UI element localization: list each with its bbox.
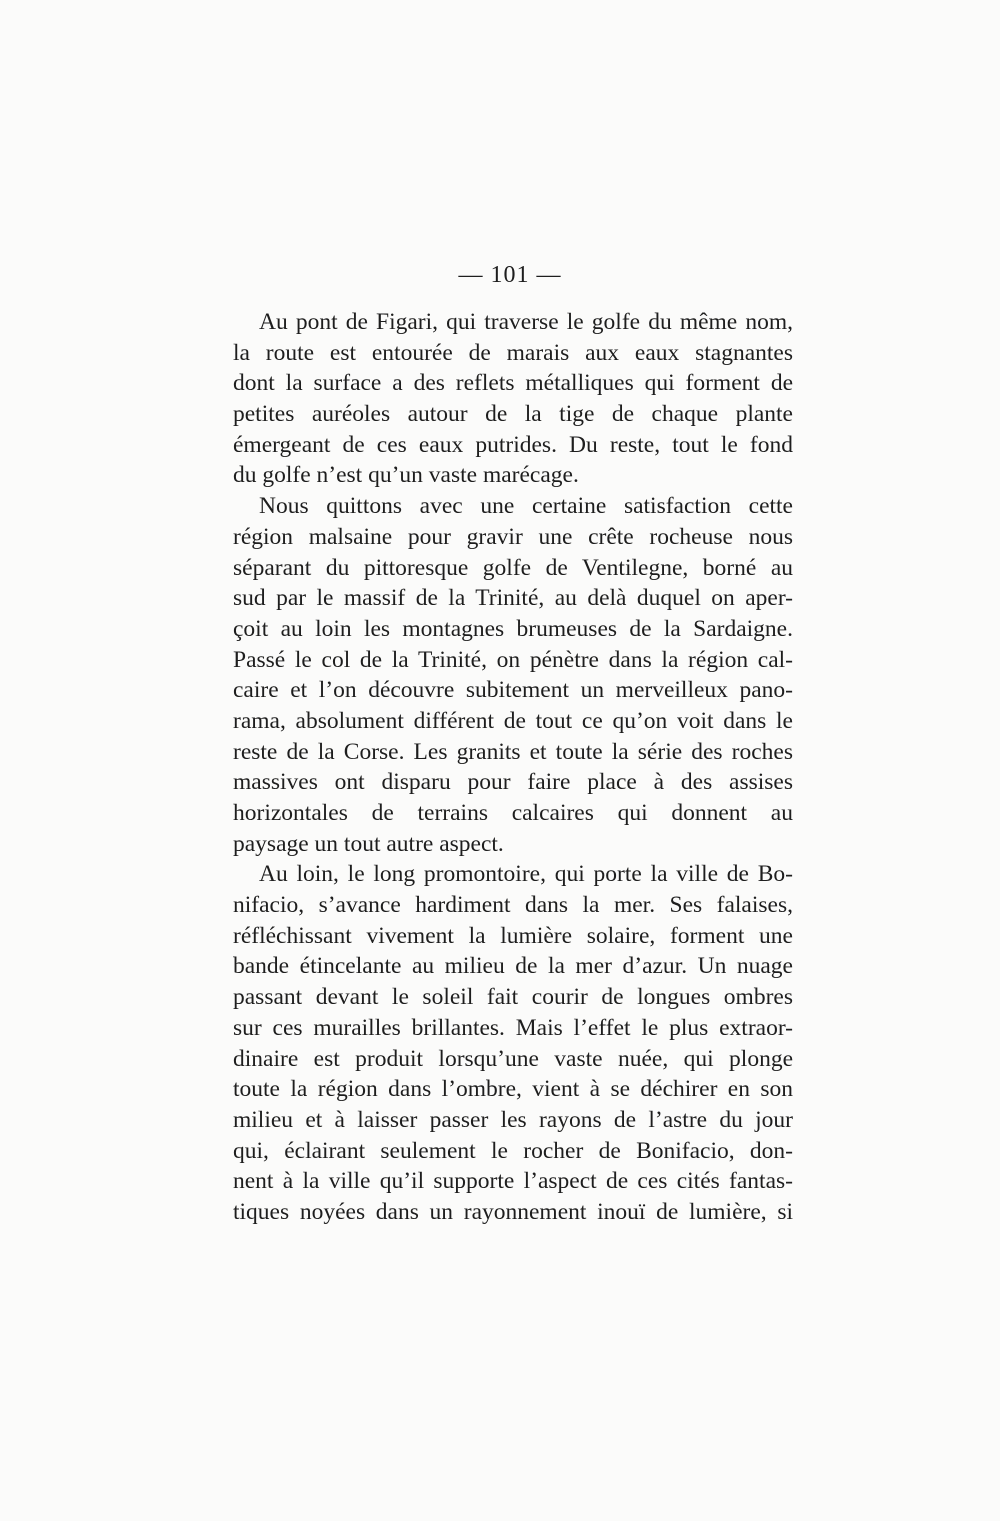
text-line: toute la région dans l’ombre, vient à se déchirer en son xyxy=(233,1076,793,1103)
text-line: tiques noyées dans un rayonnement inouï de lumière, si xyxy=(233,1198,793,1225)
text-line: sud par le massif de la Trinité, au delà duquel on aper- xyxy=(233,585,793,612)
text-line: émergeant de ces eaux putrides. Du reste, tout le fond xyxy=(233,431,793,458)
text-line: du golfe n’est qu’un vaste marécage. xyxy=(233,462,579,489)
text-line: qui, éclairant seulement le rocher de Bonifacio, don- xyxy=(233,1137,793,1164)
text-line: petites auréoles autour de la tige de chaque plante xyxy=(233,401,793,428)
text-line: nent à la ville qu’il supporte l’aspect de ces cités fantas- xyxy=(233,1168,793,1195)
text-line: Au pont de Figari, qui traverse le golfe du même nom, xyxy=(259,309,793,335)
text-line: paysage un tout autre aspect. xyxy=(233,830,504,857)
text-line: dinaire est produit lorsqu’une vaste nuée, qui plonge xyxy=(233,1045,793,1072)
text-line: reste de la Corse. Les granits et toute la série des roches xyxy=(233,738,793,765)
text-line: milieu et à laisser passer les rayons de l’astre du jour xyxy=(233,1106,793,1133)
text-line: Passé le col de la Trinité, on pénètre dans la région cal- xyxy=(233,646,793,673)
text-line: çoit au loin les montagnes brumeuses de la Sardaigne. xyxy=(233,615,793,642)
text-line: horizontales de terrains calcaires qui donnent au xyxy=(233,800,793,826)
text-line: massives ont disparu pour faire place à des assises xyxy=(233,769,793,796)
text-line: Au loin, le long promontoire, qui porte la ville de Bo- xyxy=(259,861,793,888)
text-line: Nous quittons avec une certaine satisfaction cette xyxy=(259,493,793,520)
text-line: sur ces murailles brillantes. Mais l’effet le plus extraor- xyxy=(233,1014,793,1041)
text-line: séparant du pittoresque golfe de Ventilegne, borné au xyxy=(233,554,793,581)
text-line: la route est entourée de marais aux eaux stagnantes xyxy=(233,339,793,366)
text-line: rama, absolument différent de tout ce qu’on voit dans le xyxy=(233,707,793,734)
text-line: passant devant le soleil fait courir de longues ombres xyxy=(233,984,793,1011)
page-number: — 101 — xyxy=(458,262,562,288)
text-line: réfléchissant vivement la lumière solaire, forment une xyxy=(233,922,793,949)
text-line: dont la surface a des reflets métalliques qui forment de xyxy=(233,370,793,397)
text-line: région malsaine pour gravir une crête rocheuse nous xyxy=(233,523,793,550)
text-line: nifacio, s’avance hardiment dans la mer. Ses falaises, xyxy=(233,892,793,919)
body-text xyxy=(233,307,793,1228)
text-line: bande étincelante au milieu de la mer d’azur. Un nuage xyxy=(233,953,793,980)
text-line: caire et l’on découvre subitement un merveilleux pano- xyxy=(233,677,793,704)
